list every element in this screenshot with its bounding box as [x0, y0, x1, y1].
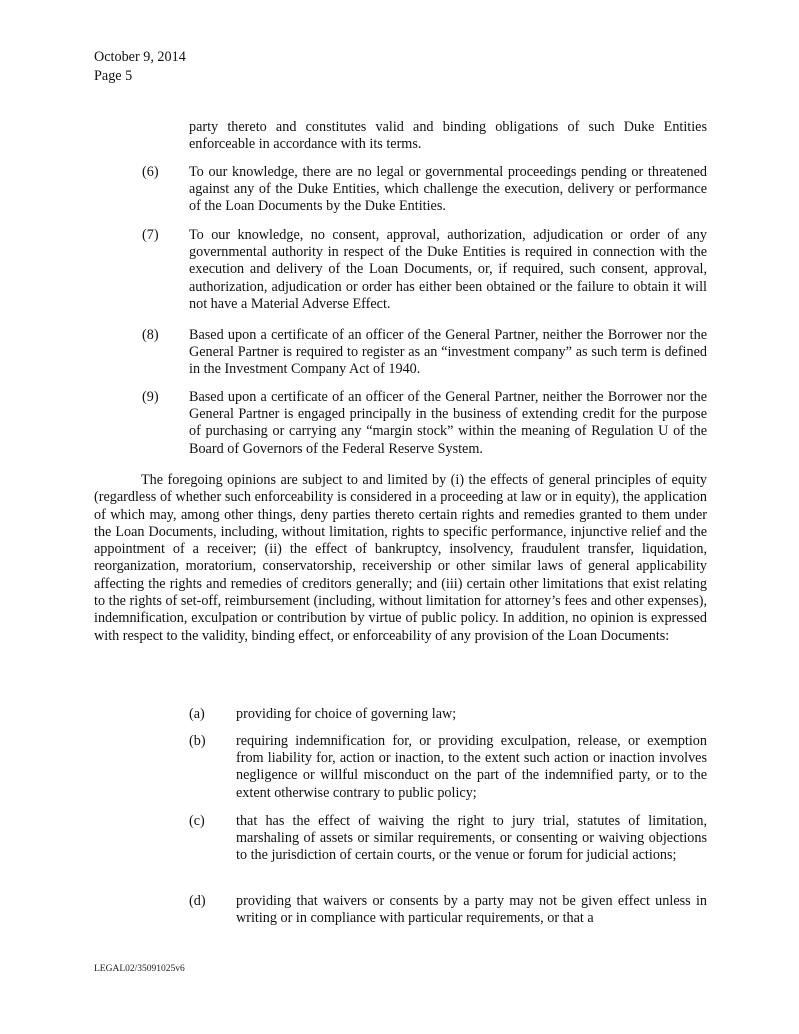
limitations-paragraph: The foregoing opinions are subject to and limited by (i) the effects of general principles of equity (regardless of whether such enforceability is considered in a proceeding at law or in equity), the application of which may, among other things, deny parties thereto certain rights and remedies granted to them under the Loan Documents, including, without limitation, rights to specific performance, injunctive relief and the appointment of a receiver; (ii) the effect of bankruptcy, insolvency, fraudulent transfer, liquidation, reorganization, moratorium, conservatorship, receivership or other similar laws of general applicability affecting the rights and remedies of creditors generally; and (iii) certain other limitations that exist relating to the rights of set-off, reimbursement (including, without limitation for attorney’s fees and other expenses), indemnification, exculpation or contribution by virtue of public policy. In addition, no opinion is expressed with respect to the validity, binding effect, or enforceability of any provision of the Loan Documents:	[94, 472, 707, 644]
item-letter: (c)	[189, 813, 205, 829]
item-text: providing that waivers or consents by a party may not be given effect unless in writing or in compliance with particular requirements, or that a	[236, 893, 707, 927]
item-number: (8)	[142, 327, 159, 343]
item-letter: (a)	[189, 706, 205, 722]
item-text: providing for choice of governing law;	[236, 706, 457, 722]
item-text: Based upon a certificate of an officer of the General Partner, neither the Borrower nor the General Partner is engaged principally in the business of extending credit for the purpose of purchasing or carrying any “margin stock” within the meaning of Regulation U of the Board of Governors of the Federal Reserve System.	[189, 389, 707, 457]
item-number: (9)	[142, 389, 159, 405]
continuation-text: party thereto and constitutes valid and binding obligations of such Duke Entities enforceable in accordance with its terms.	[189, 119, 707, 153]
item-letter: (d)	[189, 893, 206, 909]
item-text: Based upon a certificate of an officer of the General Partner, neither the Borrower nor the General Partner is required to register as an “investment company” as such term is defined in the Investment Company Act of 1940.	[189, 327, 707, 378]
header-page-number: Page 5	[94, 68, 133, 84]
page-header	[94, 48, 186, 86]
item-number: (6)	[142, 164, 159, 180]
document-footer-id: LEGAL02/35091025v6	[94, 964, 185, 974]
item-text: To our knowledge, no consent, approval, authorization, adjudication or order of any governmental authority in respect of the Duke Entities is required in connection with the execution and delivery of the Loan Documents, or, if required, such consent, approval, authorization, adjudication or order has either been obtained or the failure to obtain it will not have a Material Adverse Effect.	[189, 227, 707, 312]
item-number: (7)	[142, 227, 159, 243]
item-text: that has the effect of waiving the right to jury trial, statutes of limitation, marshaling of assets or similar requirements, or consenting or waiving objections to the jurisdiction of certain courts, or the venue or forum for judicial actions;	[236, 813, 707, 864]
header-date: October 9, 2014	[94, 49, 186, 65]
item-text: To our knowledge, there are no legal or governmental proceedings pending or threatened against any of the Duke Entities, which challenge the execution, delivery or performance of the Loan Documents by the Duke Entities.	[189, 164, 707, 215]
item-letter: (b)	[189, 733, 206, 749]
item-text: requiring indemnification for, or providing exculpation, release, or exemption from liability for, action or inaction, to the extent such action or inaction involves negligence or willful misconduct on the part of the indemnified party, or to the extent otherwise contrary to public policy;	[236, 733, 707, 801]
